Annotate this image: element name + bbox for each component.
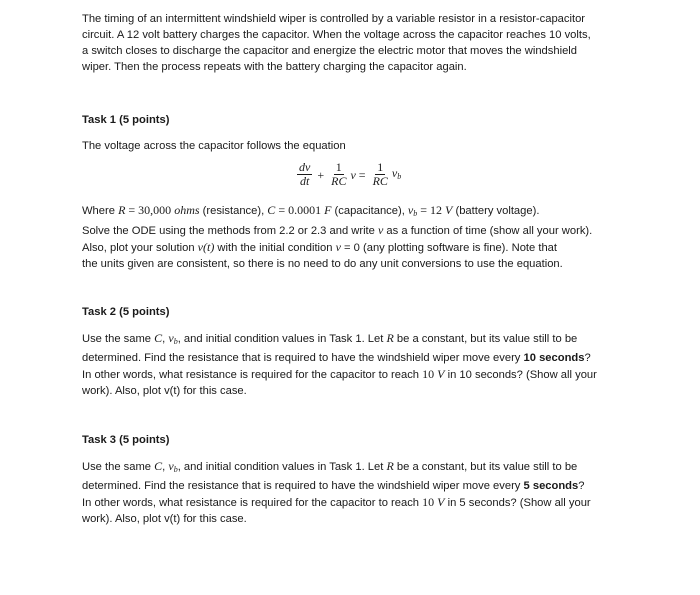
task3-line-2 — [82, 478, 622, 494]
text: Use the same — [82, 461, 155, 473]
text: , and initial condition values in Task 1. Let — [177, 461, 387, 473]
math-value: 10 — [422, 367, 438, 381]
text: , and initial condition values in Task 1. Let — [177, 333, 387, 345]
task2-line-2 — [82, 350, 622, 366]
math-C: C — [267, 203, 276, 217]
text: in 10 seconds? (Show all your — [444, 369, 597, 381]
emphasis: 5 seconds — [523, 480, 579, 492]
task3-line-3 — [82, 494, 622, 511]
subscript-b: b — [397, 171, 402, 181]
intro-line: wiper. Then the process repeats with the battery charging the capacitor again. — [82, 61, 467, 73]
task3-body — [82, 458, 622, 527]
math-unit: V — [437, 367, 445, 381]
subscript-b: b — [173, 465, 178, 474]
text: In other words, what resistance is required for the capacitor to reach — [82, 497, 423, 509]
task3-line-1 — [82, 458, 622, 478]
intro-paragraph — [82, 11, 622, 75]
frac-denominator: RC — [331, 174, 347, 188]
text: be a constant, but its value still to be — [393, 333, 578, 345]
text: ? — [578, 480, 585, 492]
task1-line-3 — [82, 239, 622, 256]
math-v: v — [378, 223, 384, 237]
emphasis: 10 seconds — [523, 352, 585, 364]
var-vb — [392, 165, 401, 185]
math-v: v — [335, 240, 341, 254]
ode-equation — [295, 161, 401, 188]
math-vt: v(t) — [197, 240, 215, 254]
math-unit: F — [324, 203, 332, 217]
task1-heading: Task 1 (5 points) — [82, 114, 170, 126]
math-C: C — [154, 331, 163, 345]
var-v: v — [350, 167, 356, 182]
intro-line: a switch closes to discharge the capacitor and energize the electric motor that moves the windshield — [82, 45, 577, 57]
task3-heading: Task 3 (5 points) — [82, 434, 170, 446]
math-value: 10 — [422, 495, 438, 509]
frac-dv-dt — [297, 161, 312, 188]
task1-line-2 — [82, 222, 622, 239]
task1-lead: The voltage across the capacitor follows the equation — [82, 140, 346, 152]
task2-line-1 — [82, 330, 622, 350]
equals-sign: = — [358, 167, 366, 182]
text: ? — [584, 352, 591, 364]
task2-heading: Task 2 (5 points) — [82, 306, 170, 318]
task2-line-4: work). Also, plot v(t) for this case. — [82, 385, 247, 397]
task3-line-4: work). Also, plot v(t) for this case. — [82, 513, 247, 525]
math-value: = 12 — [417, 203, 446, 217]
text: be a constant, but its value still to be — [393, 461, 578, 473]
text: Use the same — [82, 333, 155, 345]
text: Also, plot your solution — [82, 242, 198, 254]
plus-sign: + — [317, 167, 325, 182]
text: , — [162, 461, 169, 473]
text: Where — [82, 205, 119, 217]
intro-line: The timing of an intermittent windshield wiper is controlled by a variable resistor in a resistor-capacitor — [82, 13, 586, 25]
math-v: v — [168, 331, 174, 345]
math-v: v — [407, 203, 414, 217]
text: = 0 (any plotting software is fine). Note that — [340, 242, 558, 254]
text: Solve the ODE using the methods from 2.2 or 2.3 and write — [82, 225, 378, 237]
subscript-b: b — [173, 337, 178, 346]
math-v: v — [168, 459, 174, 473]
task2-line-3 — [82, 366, 622, 383]
task1-body — [82, 202, 622, 272]
intro-line: circuit. A 12 volt battery charges the capacitor. When the voltage across the capacitor reaches 10 volts, — [82, 29, 591, 41]
text: determined. Find the resistance that is required to have the windshield wiper move every — [82, 352, 524, 364]
task1-line-4: the units given are consistent, so there is no need to do any unit conversions to use the equation. — [82, 258, 563, 270]
math-C: C — [154, 459, 163, 473]
text: determined. Find the resistance that is required to have the windshield wiper move every — [82, 480, 524, 492]
text: , — [162, 333, 169, 345]
frac-numerator: dv — [299, 160, 311, 174]
math-unit: V — [445, 203, 453, 217]
frac-denominator: RC — [372, 174, 388, 188]
text: in 5 seconds? (Show all your — [444, 497, 591, 509]
text: (battery voltage). — [452, 205, 540, 217]
frac-numerator: 1 — [377, 160, 384, 174]
subscript-b: b — [413, 209, 418, 218]
text: as a function of time (show all your work). — [383, 225, 593, 237]
task1-line-1 — [82, 202, 622, 222]
math-R: R — [118, 203, 126, 217]
var-v: v — [391, 165, 398, 180]
text: with the initial condition — [214, 242, 336, 254]
frac-1-rc — [329, 161, 348, 188]
text: (resistance), — [199, 205, 268, 217]
math-unit: V — [437, 495, 445, 509]
math-R: R — [386, 459, 394, 473]
text: (capacitance), — [331, 205, 408, 217]
frac-numerator: 1 — [335, 160, 342, 174]
math-value: = 30,000 — [125, 203, 175, 217]
text: In other words, what resistance is required for the capacitor to reach — [82, 369, 423, 381]
math-R: R — [386, 331, 394, 345]
frac-denominator: dt — [299, 174, 310, 188]
task2-body — [82, 330, 622, 399]
math-unit: ohms — [174, 203, 200, 217]
frac-1-rc-right — [371, 161, 390, 188]
math-value: = 0.0001 — [275, 203, 325, 217]
